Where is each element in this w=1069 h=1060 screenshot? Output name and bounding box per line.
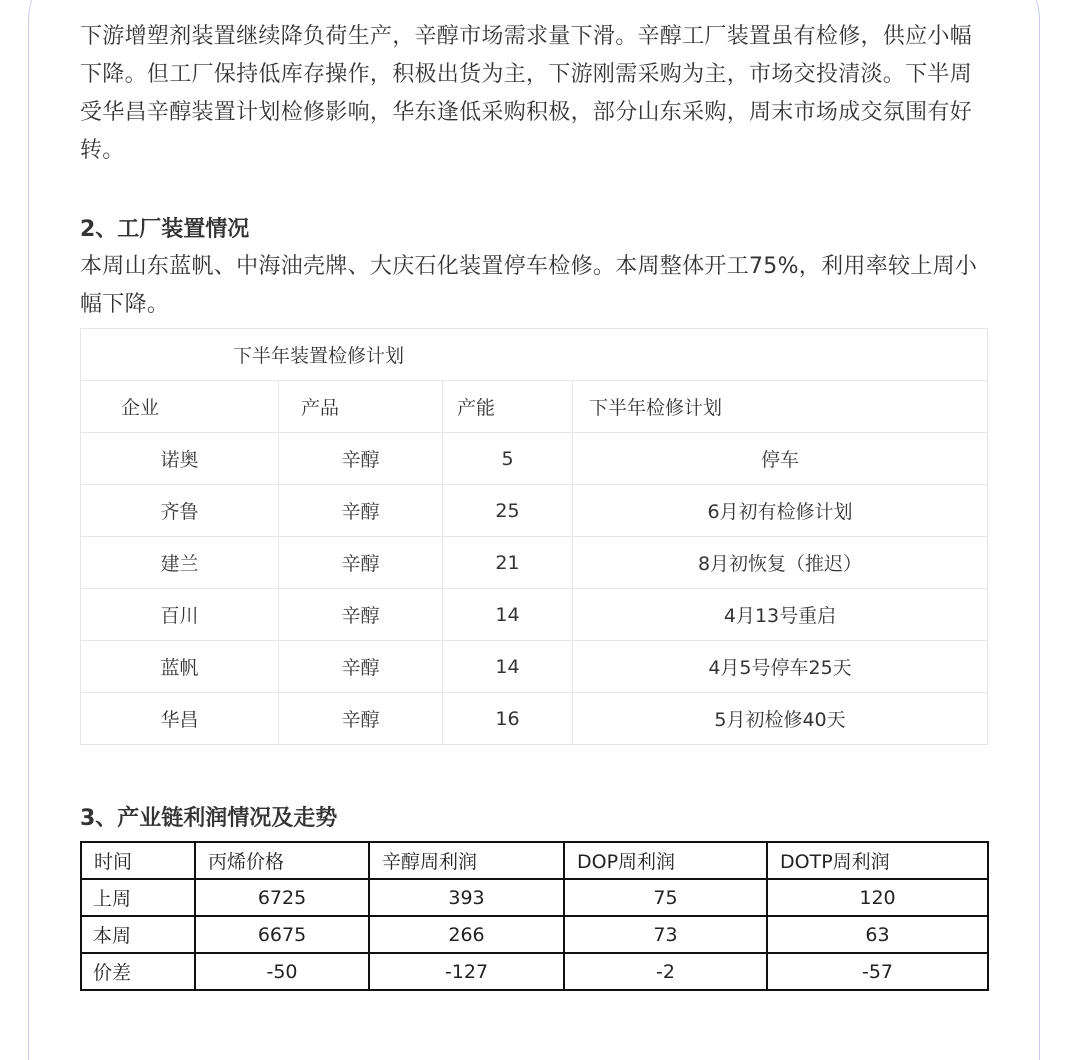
propylene-price-cell: -50 [195,953,369,990]
maintenance-plan-title: 下半年装置检修计划 [81,329,988,381]
dotp-profit-cell: 120 [767,879,988,916]
header-propylene-price: 丙烯价格 [195,842,369,879]
header-dotp-profit: DOTP周利润 [767,842,988,879]
plan-cell: 停车 [573,433,988,485]
octanol-profit-cell: 393 [369,879,564,916]
plan-cell: 5月初检修40天 [573,693,988,745]
capacity-cell: 16 [443,693,573,745]
octanol-profit-cell: -127 [369,953,564,990]
header-dop-profit: DOP周利润 [564,842,767,879]
capacity-cell: 5 [443,433,573,485]
product-cell: 辛醇 [279,589,443,641]
table-row [81,433,988,485]
product-cell: 辛醇 [279,433,443,485]
capacity-cell: 14 [443,641,573,693]
dop-profit-cell: 73 [564,916,767,953]
table-row [81,916,988,953]
profit-table [80,841,989,991]
header-product: 产品 [279,381,443,433]
table-row [81,693,988,745]
product-cell: 辛醇 [279,641,443,693]
plan-cell: 8月初恢复（推迟） [573,537,988,589]
header-time: 时间 [81,842,195,879]
dop-profit-cell: -2 [564,953,767,990]
table-row [81,641,988,693]
header-plan: 下半年检修计划 [573,381,988,433]
product-cell: 辛醇 [279,693,443,745]
capacity-cell: 25 [443,485,573,537]
octanol-profit-cell: 266 [369,916,564,953]
company-cell: 百川 [81,589,279,641]
period-cell: 价差 [81,953,195,990]
period-cell: 上周 [81,879,195,916]
profit-header-row [81,842,988,879]
period-cell: 本周 [81,916,195,953]
company-cell: 齐鲁 [81,485,279,537]
company-cell: 建兰 [81,537,279,589]
plan-cell: 4月5号停车25天 [573,641,988,693]
header-capacity: 产能 [443,381,573,433]
dotp-profit-cell: 63 [767,916,988,953]
article-content [80,18,990,991]
capacity-cell: 21 [443,537,573,589]
maintenance-plan-header-row [81,381,988,433]
propylene-price-cell: 6725 [195,879,369,916]
table-row [81,879,988,916]
section-2-heading: 2、工厂装置情况 [80,217,250,242]
header-company: 企业 [81,381,279,433]
dotp-profit-cell: -57 [767,953,988,990]
maintenance-plan-table [80,328,988,745]
table-row [81,485,988,537]
section-2-text: 本周山东蓝帆、中海油壳牌、大庆石化装置停车检修。本周整体开工75%，利用率较上周小幅下降。 [80,254,978,317]
product-cell: 辛醇 [279,537,443,589]
intro-paragraph: 下游增塑剂装置继续降负荷生产，辛醇市场需求量下滑。辛醇工厂装置虽有检修，供应小幅下降。但工厂保持低库存操作，积极出货为主，下游刚需采购为主，市场交投清淡。下半周受华昌辛醇装置计划检修影响，华东逢低采购积极，部分山东采购，周末市场成交氛围有好转。 [80,24,973,163]
product-cell: 辛醇 [279,485,443,537]
company-cell: 蓝帆 [81,641,279,693]
company-cell: 诺奥 [81,433,279,485]
plan-cell: 4月13号重启 [573,589,988,641]
propylene-price-cell: 6675 [195,916,369,953]
table-row [81,537,988,589]
plan-cell: 6月初有检修计划 [573,485,988,537]
header-octanol-profit: 辛醇周利润 [369,842,564,879]
table-row [81,589,988,641]
dop-profit-cell: 75 [564,879,767,916]
capacity-cell: 14 [443,589,573,641]
section-3-heading: 3、产业链利润情况及走势 [80,806,338,831]
company-cell: 华昌 [81,693,279,745]
table-row [81,953,988,990]
